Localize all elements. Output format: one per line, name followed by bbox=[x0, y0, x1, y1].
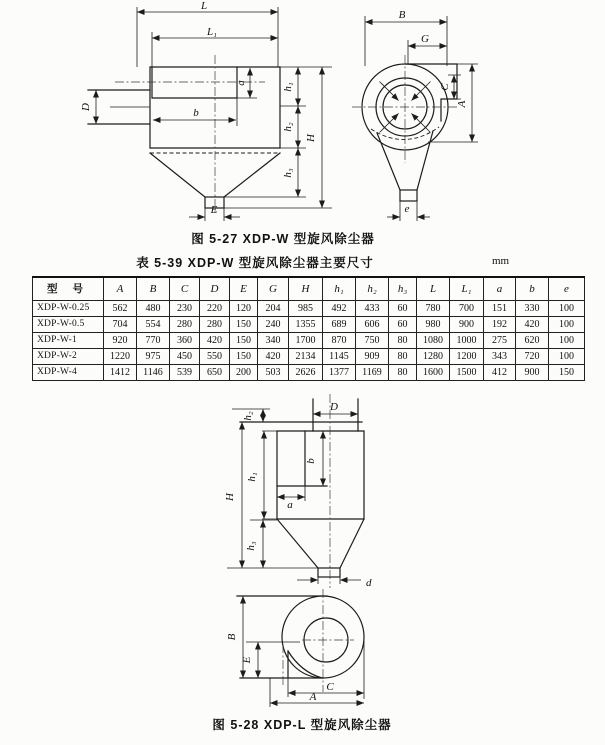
dim-value-cell: 360 bbox=[170, 333, 200, 349]
dim-value-cell: 280 bbox=[200, 317, 230, 333]
fig28-volute-view bbox=[226, 589, 364, 707]
dim-value-cell: 150 bbox=[230, 333, 258, 349]
dim-label-E: E bbox=[210, 204, 218, 216]
dim-value-cell: 100 bbox=[549, 301, 585, 317]
model-cell: XDP-W-1 bbox=[33, 333, 104, 349]
dim-value-cell: 606 bbox=[356, 317, 389, 333]
dim-value-cell: 1600 bbox=[417, 365, 450, 381]
dim-value-cell: 975 bbox=[137, 349, 170, 365]
column-header: h₃ bbox=[389, 277, 417, 301]
dim-value-cell: 200 bbox=[230, 365, 258, 381]
dim-value-cell: 80 bbox=[389, 333, 417, 349]
table-row bbox=[33, 301, 585, 317]
table-row bbox=[33, 365, 585, 381]
fig28-side-view bbox=[224, 394, 372, 589]
dim-value-cell: 900 bbox=[450, 317, 484, 333]
dim-value-cell: 870 bbox=[323, 333, 356, 349]
fig27-right-view bbox=[352, 9, 478, 221]
dim-value-cell: 240 bbox=[258, 317, 289, 333]
column-header: H bbox=[289, 277, 323, 301]
dim-value-cell: 420 bbox=[258, 349, 289, 365]
dim-value-cell: 1412 bbox=[104, 365, 137, 381]
dim-label-a: a bbox=[287, 499, 293, 511]
dim-value-cell: 704 bbox=[104, 317, 137, 333]
dim-value-cell: 554 bbox=[137, 317, 170, 333]
dim-value-cell: 151 bbox=[484, 301, 516, 317]
dim-value-cell: 539 bbox=[170, 365, 200, 381]
model-cell: XDP-W-0.5 bbox=[33, 317, 104, 333]
dim-value-cell: 340 bbox=[258, 333, 289, 349]
figure-5-27-caption: 图 5-27 XDP-W 型旋风除尘器 bbox=[191, 232, 375, 246]
column-header: h₁ bbox=[323, 277, 356, 301]
dim-value-cell: 80 bbox=[389, 349, 417, 365]
dim-value-cell: 650 bbox=[200, 365, 230, 381]
column-header: L bbox=[417, 277, 450, 301]
dim-label-D: D bbox=[330, 401, 338, 413]
dim-value-cell: 1377 bbox=[323, 365, 356, 381]
table-5-39-title: 表 5-39 XDP-W 型旋风除尘器主要尺寸 bbox=[136, 256, 374, 270]
dim-value-cell: 562 bbox=[104, 301, 137, 317]
dim-value-cell: 1080 bbox=[417, 333, 450, 349]
dim-value-cell: 985 bbox=[289, 301, 323, 317]
column-header: G bbox=[258, 277, 289, 301]
dim-label-E2: E bbox=[241, 656, 253, 664]
column-header: L₁ bbox=[450, 277, 484, 301]
dim-value-cell: 689 bbox=[323, 317, 356, 333]
model-cell: XDP-W-0.25 bbox=[33, 301, 104, 317]
model-cell: XDP-W-4 bbox=[33, 365, 104, 381]
dim-value-cell: 620 bbox=[516, 333, 549, 349]
dim-value-cell: 100 bbox=[549, 333, 585, 349]
model-column-header: 型 号 bbox=[33, 277, 104, 301]
dim-label-h1: h₁ bbox=[246, 472, 258, 482]
column-header: a bbox=[484, 277, 516, 301]
dim-value-cell: 150 bbox=[549, 365, 585, 381]
dim-value-cell: 909 bbox=[356, 349, 389, 365]
dim-label-d: d bbox=[366, 577, 372, 589]
column-header: D bbox=[200, 277, 230, 301]
dim-value-cell: 480 bbox=[137, 301, 170, 317]
dim-label-L1: L₁ bbox=[207, 26, 217, 38]
dim-value-cell: 420 bbox=[516, 317, 549, 333]
dim-label-B: B bbox=[398, 9, 406, 21]
dim-value-cell: 120 bbox=[230, 301, 258, 317]
dim-label-C: C bbox=[439, 83, 451, 91]
dim-value-cell: 1500 bbox=[450, 365, 484, 381]
dim-value-cell: 550 bbox=[200, 349, 230, 365]
dim-value-cell: 920 bbox=[104, 333, 137, 349]
dim-value-cell: 1700 bbox=[289, 333, 323, 349]
dim-label-h2: h₂ bbox=[242, 411, 254, 421]
dim-label-G: G bbox=[421, 33, 429, 45]
dim-label-D: D bbox=[80, 103, 92, 111]
dim-value-cell: 60 bbox=[389, 301, 417, 317]
table-row bbox=[33, 333, 585, 349]
dim-value-cell: 204 bbox=[258, 301, 289, 317]
dim-label-A: A bbox=[456, 100, 468, 108]
dim-label-h2: h₂ bbox=[282, 122, 294, 132]
column-header: b bbox=[516, 277, 549, 301]
dim-label-B2: B bbox=[226, 633, 238, 641]
model-cell: XDP-W-2 bbox=[33, 349, 104, 365]
table-row bbox=[33, 317, 585, 333]
dim-value-cell: 100 bbox=[549, 317, 585, 333]
dim-value-cell: 1169 bbox=[356, 365, 389, 381]
column-header: A bbox=[104, 277, 137, 301]
dimension-table bbox=[32, 276, 585, 381]
dim-value-cell: 1280 bbox=[417, 349, 450, 365]
dim-value-cell: 150 bbox=[230, 349, 258, 365]
dim-value-cell: 330 bbox=[516, 301, 549, 317]
dim-value-cell: 1146 bbox=[137, 365, 170, 381]
dim-value-cell: 433 bbox=[356, 301, 389, 317]
table-head-row bbox=[33, 277, 585, 301]
dim-label-A2: A bbox=[309, 691, 317, 703]
dim-value-cell: 450 bbox=[170, 349, 200, 365]
dim-value-cell: 1220 bbox=[104, 349, 137, 365]
dim-value-cell: 750 bbox=[356, 333, 389, 349]
dim-value-cell: 343 bbox=[484, 349, 516, 365]
dim-value-cell: 280 bbox=[170, 317, 200, 333]
column-header: h₂ bbox=[356, 277, 389, 301]
dim-value-cell: 100 bbox=[549, 349, 585, 365]
dim-value-cell: 420 bbox=[200, 333, 230, 349]
dim-value-cell: 980 bbox=[417, 317, 450, 333]
dim-value-cell: 770 bbox=[137, 333, 170, 349]
dim-value-cell: 230 bbox=[170, 301, 200, 317]
figure-5-27 bbox=[0, 0, 605, 228]
dim-value-cell: 60 bbox=[389, 317, 417, 333]
dim-value-cell: 1000 bbox=[450, 333, 484, 349]
dim-value-cell: 780 bbox=[417, 301, 450, 317]
dim-value-cell: 192 bbox=[484, 317, 516, 333]
dim-label-h1: h₁ bbox=[282, 82, 294, 92]
dim-value-cell: 150 bbox=[230, 317, 258, 333]
fig27-left-view bbox=[80, 0, 332, 221]
dim-label-e: e bbox=[404, 203, 410, 215]
table-row bbox=[33, 349, 585, 365]
dim-value-cell: 720 bbox=[516, 349, 549, 365]
dim-label-h3: h₃ bbox=[282, 168, 294, 178]
dim-value-cell: 275 bbox=[484, 333, 516, 349]
column-header: C bbox=[170, 277, 200, 301]
dim-label-b: b bbox=[305, 458, 317, 464]
dim-value-cell: 412 bbox=[484, 365, 516, 381]
dim-label-C2: C bbox=[326, 681, 334, 693]
dim-label-b: b bbox=[193, 107, 199, 119]
table-body bbox=[33, 301, 585, 381]
dim-label-L: L bbox=[200, 0, 208, 12]
dim-label-H: H bbox=[305, 134, 317, 142]
column-header: B bbox=[137, 277, 170, 301]
column-header: E bbox=[230, 277, 258, 301]
dim-value-cell: 1200 bbox=[450, 349, 484, 365]
dim-value-cell: 80 bbox=[389, 365, 417, 381]
dim-value-cell: 700 bbox=[450, 301, 484, 317]
column-header: e bbox=[549, 277, 585, 301]
dim-label-a: a bbox=[235, 80, 247, 86]
dimension-table-wrap bbox=[32, 276, 585, 381]
dim-label-H: H bbox=[224, 493, 236, 501]
table-unit-label: mm bbox=[492, 255, 510, 267]
dim-label-h3: h₃ bbox=[245, 541, 257, 551]
dim-value-cell: 2626 bbox=[289, 365, 323, 381]
figure-5-28 bbox=[0, 390, 605, 715]
dim-value-cell: 1145 bbox=[323, 349, 356, 365]
dim-value-cell: 503 bbox=[258, 365, 289, 381]
dim-value-cell: 492 bbox=[323, 301, 356, 317]
dim-value-cell: 1355 bbox=[289, 317, 323, 333]
dim-value-cell: 220 bbox=[200, 301, 230, 317]
figure-5-28-caption: 图 5-28 XDP-L 型旋风除尘器 bbox=[212, 718, 392, 732]
dim-value-cell: 900 bbox=[516, 365, 549, 381]
dim-value-cell: 2134 bbox=[289, 349, 323, 365]
